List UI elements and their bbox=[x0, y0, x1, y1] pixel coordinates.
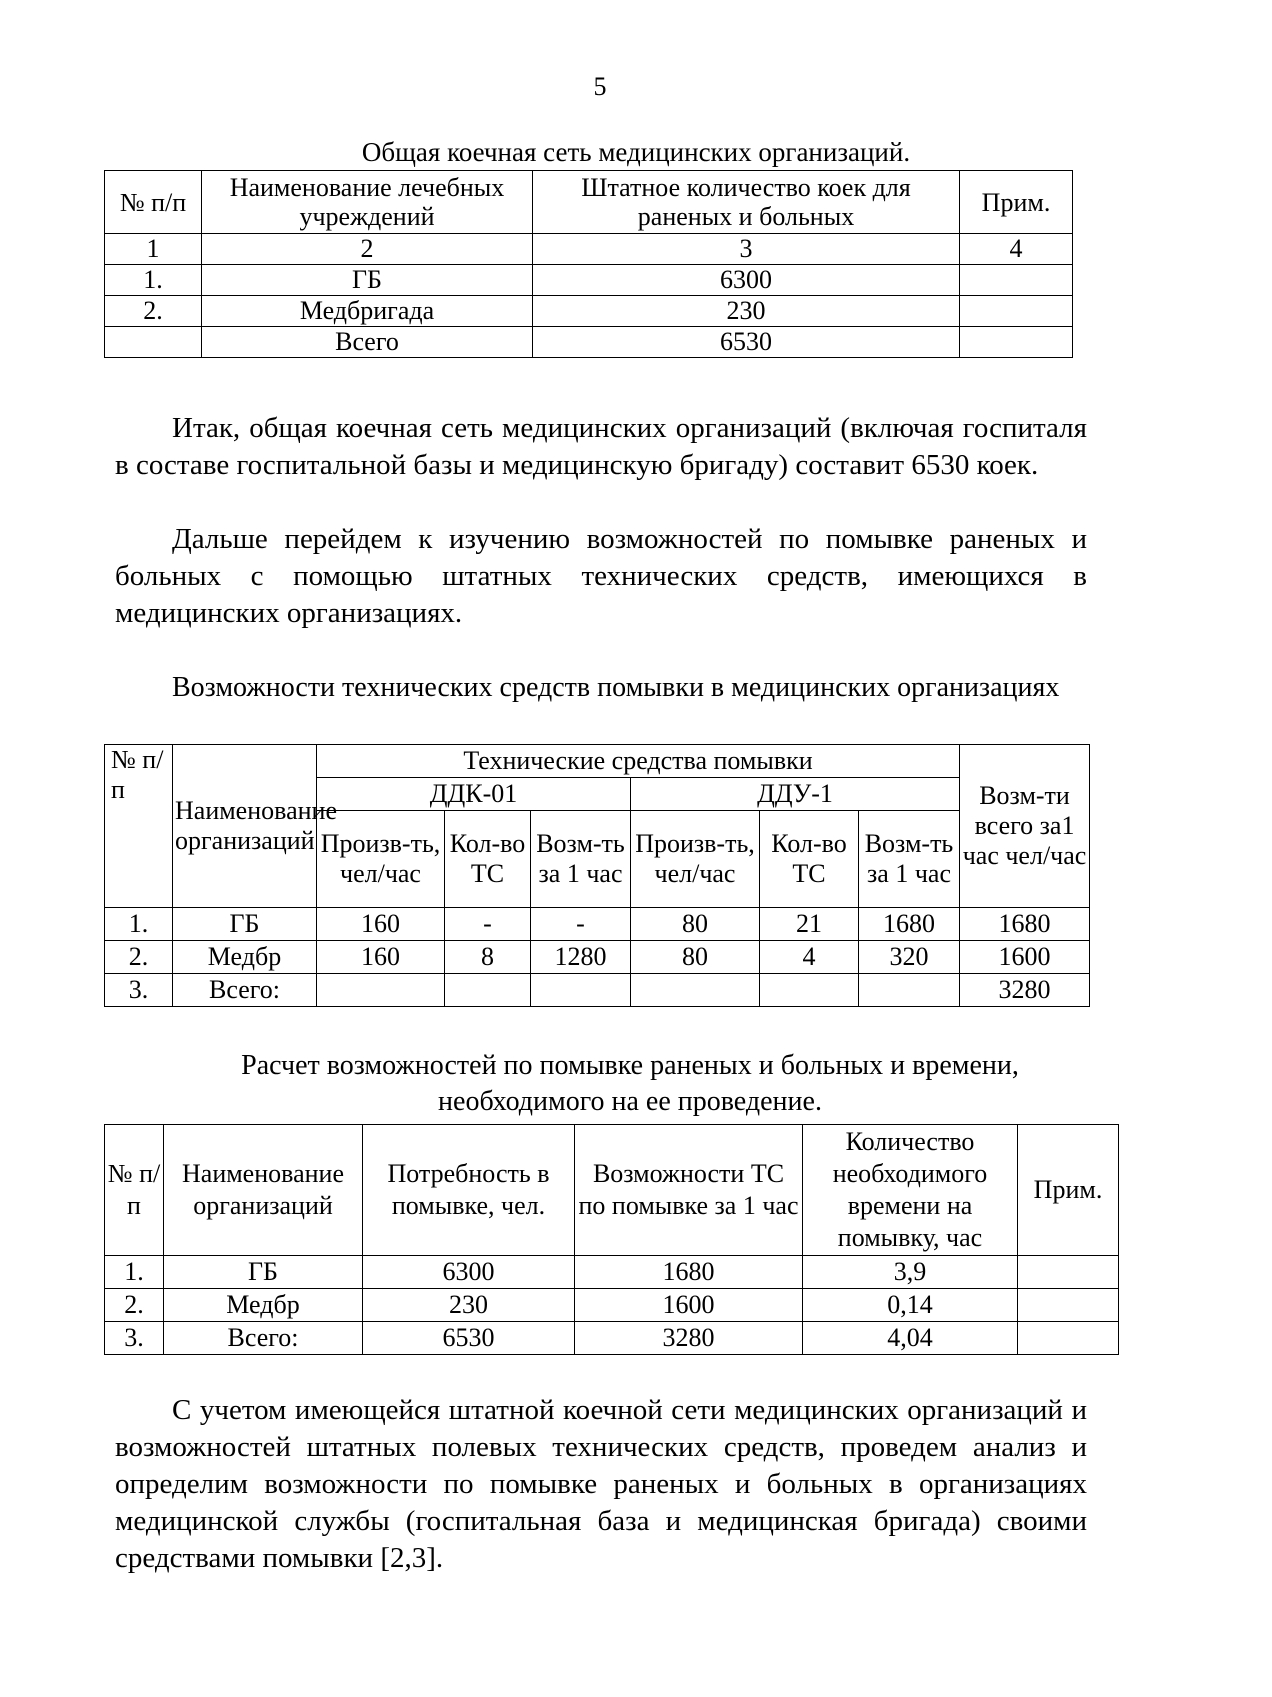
table1-cell: Медбригада bbox=[202, 296, 533, 327]
table2-caption: Возможности технических средств помывки в медицинских организациях bbox=[172, 672, 1060, 703]
table2-cell bbox=[631, 974, 760, 1007]
table3-cell bbox=[1018, 1322, 1119, 1355]
table2-header-name: Наименование организаций bbox=[173, 745, 317, 908]
table2-cell: 1680 bbox=[859, 908, 960, 941]
paragraph-2: Дальше перейдем к изучению возможностей по помывке раненых и больных с помощью штатных технических средств, имеющихся в медицинских организациях. bbox=[115, 523, 1087, 629]
table2-cell: Всего: bbox=[173, 974, 317, 1007]
table-row bbox=[105, 1289, 1119, 1322]
table2-cell: ГБ bbox=[173, 908, 317, 941]
table1-header-name: Наименование лечебных учреждений bbox=[202, 171, 533, 234]
table2-subheader: Кол-во ТС bbox=[760, 811, 859, 908]
table2-cell: 21 bbox=[760, 908, 859, 941]
table2-subheader: Кол-во ТС bbox=[445, 811, 531, 908]
table3-cell: 6530 bbox=[363, 1322, 575, 1355]
table-row bbox=[105, 974, 1090, 1007]
table1-cell: 6300 bbox=[533, 265, 960, 296]
table2-cell: - bbox=[445, 908, 531, 941]
table1-header-note: Прим. bbox=[960, 171, 1073, 234]
table3-cell: 6300 bbox=[363, 1256, 575, 1289]
table3-cell: 1. bbox=[105, 1256, 164, 1289]
table1-cell bbox=[105, 327, 202, 358]
table2-cell: 1280 bbox=[531, 941, 631, 974]
table2-cell bbox=[760, 974, 859, 1007]
table1-cell: Всего bbox=[202, 327, 533, 358]
table2-cell bbox=[531, 974, 631, 1007]
table3-cell: 0,14 bbox=[803, 1289, 1018, 1322]
table2-cell: - bbox=[531, 908, 631, 941]
paragraph-3: С учетом имеющейся штатной коечной сети медицинских организаций и возможностей штатных полевых технических средств, проведем анализ и определим возможности по помывке раненых и больных в организациях медицинской службы (госпитальная база и медицинская бригада) своими средствами помывки [2,3]. bbox=[115, 1394, 1087, 1574]
table1-caption: Общая коечная сеть медицинских организаций. bbox=[361, 137, 911, 167]
table2-cell: 160 bbox=[317, 941, 445, 974]
table1-cell: ГБ bbox=[202, 265, 533, 296]
table3-cell: 4,04 bbox=[803, 1322, 1018, 1355]
table2-cell: 160 bbox=[317, 908, 445, 941]
table2-subheader: Возм-ть за 1 час bbox=[531, 811, 631, 908]
table2-cell: 1. bbox=[105, 908, 173, 941]
table2-cell bbox=[317, 974, 445, 1007]
table1-header-beds: Штатное количество коек для раненых и больных bbox=[533, 171, 960, 234]
table2-cell: 80 bbox=[631, 941, 760, 974]
table1-cell: 2. bbox=[105, 296, 202, 327]
table2-cell: 4 bbox=[760, 941, 859, 974]
table2-cell: 2. bbox=[105, 941, 173, 974]
table3-header-capacity: Возможности ТС по помывке за 1 час bbox=[575, 1125, 803, 1256]
table2-cell bbox=[445, 974, 531, 1007]
table3-header-time: Количество необходимого времени на помывку, час bbox=[803, 1125, 1018, 1256]
table3-header-name: Наименование организаций bbox=[164, 1125, 363, 1256]
table2-cell: 3280 bbox=[960, 974, 1090, 1007]
table-row bbox=[105, 1322, 1119, 1355]
table2-subheader: Произв-ть, чел/час bbox=[631, 811, 760, 908]
table2-subheader: Произв-ть, чел/час bbox=[317, 811, 445, 908]
table3 bbox=[104, 1124, 1119, 1355]
table-row bbox=[105, 941, 1090, 974]
table2-cell: Медбр bbox=[173, 941, 317, 974]
table2-header-num: № п/п bbox=[105, 745, 173, 908]
page-number: 5 bbox=[593, 72, 607, 101]
table3-caption: Расчет возможностей по помывке раненых и больных и времени, необходимого на ее проведение. bbox=[241, 1050, 1019, 1117]
table-row bbox=[105, 296, 1073, 327]
table3-header-note: Прим. bbox=[1018, 1125, 1119, 1256]
table1-cell: 6530 bbox=[533, 327, 960, 358]
table2-cell bbox=[859, 974, 960, 1007]
table2 bbox=[104, 744, 1090, 1007]
table3-header-need: Потребность в помывке, чел. bbox=[363, 1125, 575, 1256]
table2-header-total: Возм-ти всего за1 час чел/час bbox=[960, 745, 1090, 908]
table2-cell: 3. bbox=[105, 974, 173, 1007]
table2-cell: 1680 bbox=[960, 908, 1090, 941]
table1-cell bbox=[960, 296, 1073, 327]
table3-cell bbox=[1018, 1256, 1119, 1289]
table1-colnum: 1 bbox=[105, 234, 202, 265]
table1-colnum: 2 bbox=[202, 234, 533, 265]
table1-cell bbox=[960, 327, 1073, 358]
table2-cell: 80 bbox=[631, 908, 760, 941]
table3-cell: Медбр bbox=[164, 1289, 363, 1322]
table1-colnum: 3 bbox=[533, 234, 960, 265]
table-row bbox=[105, 327, 1073, 358]
table1-header-num: № п/п bbox=[105, 171, 202, 234]
table1-cell: 1. bbox=[105, 265, 202, 296]
table-row bbox=[105, 1256, 1119, 1289]
table3-cell: 230 bbox=[363, 1289, 575, 1322]
table2-header-ddk: ДДК-01 bbox=[317, 778, 631, 811]
table3-header-num: № п/п bbox=[105, 1125, 164, 1256]
table2-cell: 8 bbox=[445, 941, 531, 974]
table1 bbox=[104, 170, 1073, 358]
table3-cell: ГБ bbox=[164, 1256, 363, 1289]
table2-cell: 1600 bbox=[960, 941, 1090, 974]
table2-header-ddu: ДДУ-1 bbox=[631, 778, 960, 811]
table1-cell bbox=[960, 265, 1073, 296]
table2-header-means: Технические средства помывки bbox=[317, 745, 960, 778]
table1-cell: 230 bbox=[533, 296, 960, 327]
table-row bbox=[105, 908, 1090, 941]
table3-cell: 3,9 bbox=[803, 1256, 1018, 1289]
table3-cell: 2. bbox=[105, 1289, 164, 1322]
paragraph-1: Итак, общая коечная сеть медицинских организаций (включая госпиталя в составе госпитальной базы и медицинскую бригаду) составит 6530 коек. bbox=[115, 412, 1087, 481]
table3-cell: 1680 bbox=[575, 1256, 803, 1289]
table3-cell: Всего: bbox=[164, 1322, 363, 1355]
table3-cell: 1600 bbox=[575, 1289, 803, 1322]
table3-cell bbox=[1018, 1289, 1119, 1322]
table2-cell: 320 bbox=[859, 941, 960, 974]
table3-cell: 3280 bbox=[575, 1322, 803, 1355]
table3-cell: 3. bbox=[105, 1322, 164, 1355]
table-row bbox=[105, 265, 1073, 296]
table2-subheader: Возм-ть за 1 час bbox=[859, 811, 960, 908]
table1-colnum: 4 bbox=[960, 234, 1073, 265]
